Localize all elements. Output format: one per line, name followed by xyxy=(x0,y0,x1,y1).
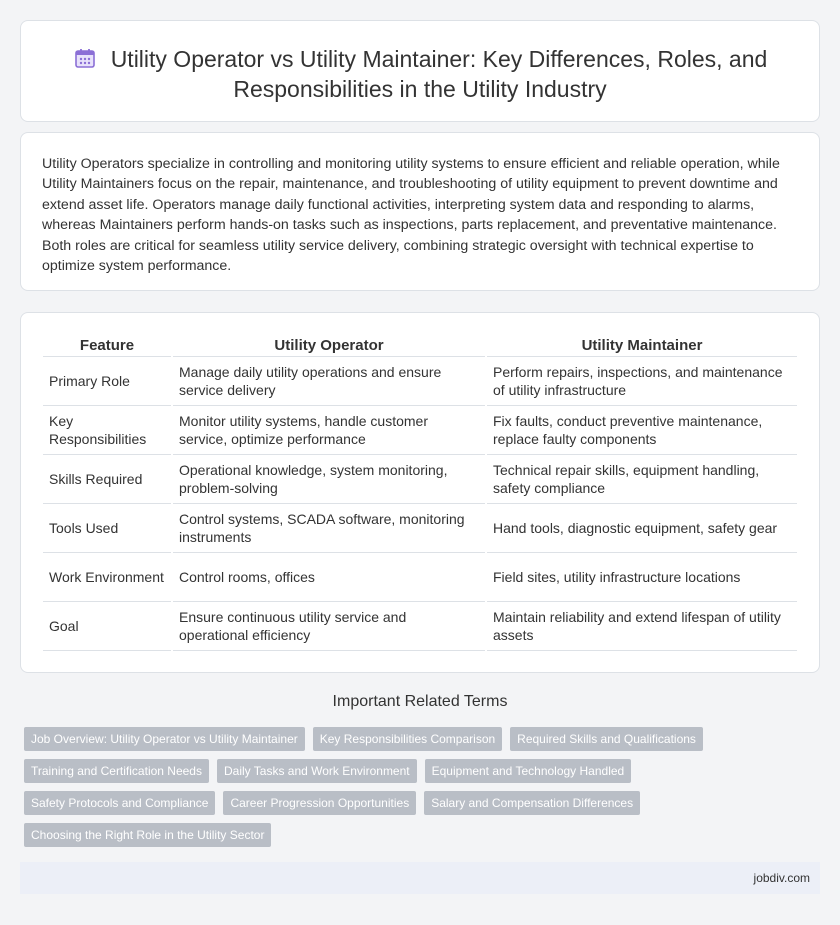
table-header-row xyxy=(43,335,797,357)
related-terms-list xyxy=(24,727,724,855)
operator-cell: Monitor utility systems, handle customer service, optimize performance xyxy=(173,406,485,455)
comparison-table xyxy=(41,335,799,651)
calendar-icon xyxy=(73,46,97,70)
footer xyxy=(20,862,820,894)
operator-cell: Control rooms, offices xyxy=(173,553,485,602)
maintainer-cell: Maintain reliability and extend lifespan of utility assets xyxy=(487,602,797,651)
tag-row xyxy=(24,759,724,783)
table-row xyxy=(43,602,797,651)
title-card xyxy=(20,20,820,122)
related-term-tag[interactable]: Safety Protocols and Compliance xyxy=(24,791,215,815)
comparison-table-card xyxy=(20,312,820,673)
intro-card xyxy=(20,132,820,291)
operator-cell: Manage daily utility operations and ensure service delivery xyxy=(173,357,485,406)
feature-cell: Work Environment xyxy=(43,553,171,602)
tag-row xyxy=(24,727,724,751)
tag-row xyxy=(24,791,724,815)
table-row xyxy=(43,455,797,504)
related-terms-heading: Important Related Terms xyxy=(332,693,508,710)
page-title xyxy=(21,44,819,104)
column-header-maintainer: Utility Maintainer xyxy=(487,335,797,357)
operator-cell: Ensure continuous utility service and operational efficiency xyxy=(173,602,485,651)
page-title-text: Utility Operator vs Utility Maintainer: Key Differences, Roles, and Responsibilities in the Utility Industry xyxy=(110,46,768,102)
related-term-tag[interactable]: Training and Certification Needs xyxy=(24,759,209,783)
column-header-feature: Feature xyxy=(43,335,171,357)
table-row xyxy=(43,357,797,406)
feature-cell: Tools Used xyxy=(43,504,171,553)
related-term-tag[interactable]: Job Overview: Utility Operator vs Utility Maintainer xyxy=(24,727,305,751)
operator-cell: Control systems, SCADA software, monitoring instruments xyxy=(173,504,485,553)
maintainer-cell: Fix faults, conduct preventive maintenance, replace faulty components xyxy=(487,406,797,455)
maintainer-cell: Field sites, utility infrastructure locations xyxy=(487,553,797,602)
tag-row xyxy=(24,823,724,847)
feature-cell: Goal xyxy=(43,602,171,651)
footer-site-link[interactable]: jobdiv.com xyxy=(753,871,810,885)
feature-cell: Key Responsibilities xyxy=(43,406,171,455)
intro-paragraph: Utility Operators specialize in controlling and monitoring utility systems to ensure efficient and reliable operation, while Utility Maintainers focus on the repair, maintenance, and troubleshooting of utility equipment to prevent downtime and extend asset life. Operators manage daily functional activities, interpreting system data and responding to alarms, whereas Maintainers perform hands-on tasks such as inspections, parts replacement, and preventative maintenance. Both roles are critical for seamless utility service delivery, combining strategic oversight with technical expertise to optimize system performance. xyxy=(42,156,780,275)
table-row xyxy=(43,553,797,602)
related-term-tag[interactable]: Required Skills and Qualifications xyxy=(510,727,703,751)
feature-cell: Primary Role xyxy=(43,357,171,406)
operator-cell: Operational knowledge, system monitoring, problem-solving xyxy=(173,455,485,504)
feature-cell: Skills Required xyxy=(43,455,171,504)
related-term-tag[interactable]: Key Responsibilities Comparison xyxy=(313,727,502,751)
related-term-tag[interactable]: Career Progression Opportunities xyxy=(223,791,416,815)
table-row xyxy=(43,504,797,553)
related-term-tag[interactable]: Salary and Compensation Differences xyxy=(424,791,640,815)
table-row xyxy=(43,406,797,455)
related-term-tag[interactable]: Daily Tasks and Work Environment xyxy=(217,759,417,783)
column-header-operator: Utility Operator xyxy=(173,335,485,357)
maintainer-cell: Hand tools, diagnostic equipment, safety gear xyxy=(487,504,797,553)
maintainer-cell: Perform repairs, inspections, and maintenance of utility infrastructure xyxy=(487,357,797,406)
maintainer-cell: Technical repair skills, equipment handling, safety compliance xyxy=(487,455,797,504)
related-term-tag[interactable]: Equipment and Technology Handled xyxy=(425,759,632,783)
related-term-tag[interactable]: Choosing the Right Role in the Utility Sector xyxy=(24,823,271,847)
